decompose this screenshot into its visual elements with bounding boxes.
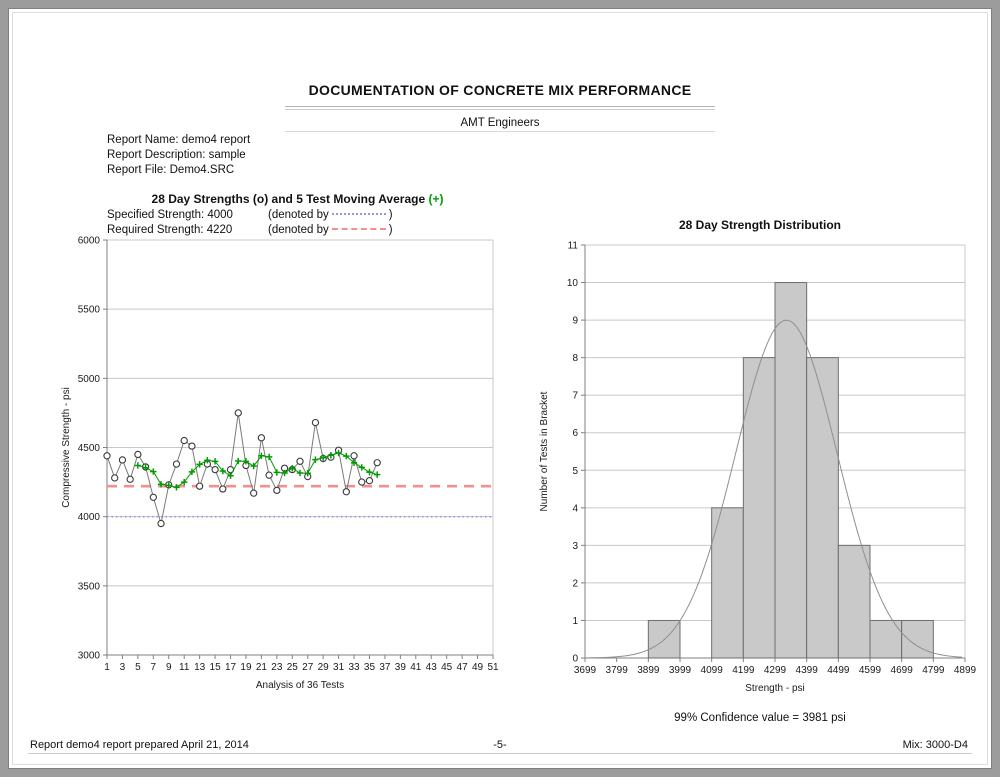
x-tick-label: 13 (194, 662, 206, 673)
organization-divider (285, 131, 715, 132)
report-description-line: Report Description: sample (107, 149, 246, 161)
moving-average-point (235, 458, 241, 464)
strength-point (251, 490, 257, 496)
y-tick-label: 5000 (77, 373, 100, 385)
x-tick-label: 19 (240, 662, 252, 673)
y-tick-label: 10 (566, 278, 578, 290)
x-tick-label: 4099 (700, 665, 723, 676)
histogram-bar (838, 545, 870, 658)
y-tick-label: 4 (572, 503, 578, 515)
y-axis-title: Compressive Strength - psi (61, 387, 72, 508)
y-tick-label: 11 (567, 240, 578, 252)
x-tick-label: 35 (363, 662, 376, 673)
dashed-line-sample (332, 228, 386, 231)
strength-point (212, 467, 218, 473)
histogram-bar (807, 358, 839, 658)
strength-point (181, 437, 187, 443)
strength-distribution-chart (535, 235, 990, 705)
moving-average-point (359, 464, 365, 470)
x-tick-label: 27 (302, 662, 314, 673)
report-file-line: Report File: Demo4.SRC (107, 164, 235, 176)
x-tick-label: 23 (271, 662, 283, 673)
strength-point (258, 435, 264, 441)
y-tick-label: 6 (572, 428, 578, 440)
x-tick-label: 47 (456, 662, 468, 673)
strength-point (220, 486, 226, 492)
y-tick-label: 4000 (77, 512, 100, 524)
footer-mix-id: Mix: 3000-D4 (902, 739, 968, 751)
x-tick-label: 4499 (827, 665, 850, 676)
title-divider (285, 106, 715, 110)
x-tick-label: 43 (425, 662, 437, 673)
y-tick-label: 5500 (77, 304, 100, 316)
y-tick-label: 7 (572, 390, 578, 402)
moving-average-point (266, 454, 272, 460)
y-tick-label: 0 (572, 653, 578, 665)
strength-point (135, 451, 141, 457)
denoted-prefix: (denoted by (268, 224, 329, 236)
x-tick-label: 3799 (605, 665, 628, 676)
x-tick-label: 1 (104, 662, 110, 673)
strength-point (274, 487, 280, 493)
moving-average-point (374, 471, 380, 477)
confidence-note: 99% Confidence value = 3981 psi (674, 712, 846, 724)
strength-point (312, 420, 318, 426)
moving-average-point (150, 468, 156, 474)
x-tick-label: 5 (135, 662, 141, 673)
strength-chart-title-plus: (+) (428, 192, 444, 206)
y-tick-label: 8 (572, 353, 578, 365)
x-tick-label: 49 (471, 662, 484, 673)
strength-point (150, 494, 156, 500)
x-tick-label: 33 (348, 662, 360, 673)
strength-point (359, 479, 365, 485)
x-tick-label: 17 (224, 662, 237, 673)
y-axis-title: Number of Tests in Bracket (539, 391, 550, 512)
page-title: DOCUMENTATION OF CONCRETE MIX PERFORMANCE (308, 82, 692, 98)
x-tick-label: 31 (333, 662, 345, 673)
histogram-bar (775, 283, 807, 658)
strength-point (266, 472, 272, 478)
strength-point (235, 410, 241, 416)
x-tick-label: 4299 (763, 665, 787, 676)
strength-point (173, 461, 179, 467)
x-tick-label: 3 (119, 662, 126, 673)
y-tick-label: 9 (572, 315, 578, 327)
strength-control-chart (55, 233, 505, 703)
required-strength-label: Required Strength: 4220 (107, 224, 233, 236)
y-tick-label: 3500 (77, 581, 100, 593)
x-tick-label: 4699 (890, 665, 913, 676)
moving-average-point (227, 473, 233, 479)
strength-point (366, 478, 372, 484)
strength-point (158, 520, 164, 526)
strength-point (127, 476, 133, 482)
denoted-suffix: ) (388, 224, 393, 236)
strength-point (112, 475, 118, 481)
strength-point (374, 460, 380, 466)
x-tick-label: 4199 (732, 665, 755, 676)
x-tick-label: 29 (317, 662, 329, 673)
strength-point (119, 457, 125, 463)
strength-point (297, 458, 303, 464)
x-tick-label: 4899 (953, 665, 977, 676)
organization-name: AMT Engineers (460, 117, 540, 129)
x-tick-label: 3899 (637, 665, 660, 676)
report-info-block (107, 133, 250, 178)
x-tick-label: 21 (255, 662, 267, 673)
strength-point (343, 489, 349, 495)
strength-point (189, 443, 195, 449)
strength-chart-title (85, 192, 510, 206)
dotted-line-sample (332, 213, 386, 216)
moving-average-point (297, 470, 303, 476)
y-tick-label: 5 (572, 465, 578, 477)
strength-chart-title-main: 28 Day Strengths (o) and 5 Test Moving Average (151, 192, 429, 206)
x-tick-label: 11 (179, 662, 190, 673)
denoted-suffix: ) (388, 209, 393, 221)
denoted-prefix: (denoted by (268, 209, 329, 221)
x-tick-label: 41 (410, 662, 422, 673)
y-tick-label: 2 (572, 578, 578, 590)
x-axis-title: Analysis of 36 Tests (255, 680, 345, 691)
x-tick-label: 51 (487, 662, 499, 673)
report-name-line: Report Name: demo4 report (107, 134, 251, 146)
x-tick-label: 37 (379, 662, 391, 673)
x-tick-label: 4599 (858, 665, 882, 676)
x-tick-label: 7 (150, 662, 157, 673)
x-tick-label: 25 (286, 662, 298, 673)
histogram-bar (902, 620, 934, 658)
strength-point (104, 453, 110, 459)
x-tick-label: 45 (441, 662, 453, 673)
x-axis-title: Strength - psi (745, 683, 805, 694)
specified-strength-label: Specified Strength: 4000 (107, 209, 233, 221)
strength-point (197, 483, 203, 489)
x-tick-label: 39 (394, 662, 406, 673)
legend-specified-strength (107, 209, 393, 224)
strength-point (351, 453, 357, 459)
moving-average-point (274, 469, 280, 475)
footer-divider (28, 753, 972, 754)
y-tick-label: 3000 (77, 650, 100, 662)
distribution-chart-title: 28 Day Strength Distribution (678, 218, 842, 232)
histogram-bar (712, 508, 744, 658)
x-tick-label: 4399 (795, 665, 818, 676)
x-tick-label: 3999 (668, 665, 692, 676)
x-tick-label: 15 (209, 662, 221, 673)
x-tick-label: 3699 (573, 665, 597, 676)
footer-report-line: Report demo4 report prepared April 21, 2014 (30, 739, 249, 751)
x-tick-label: 4799 (922, 665, 945, 676)
moving-average-point (312, 456, 318, 462)
y-tick-label: 4500 (77, 443, 100, 454)
y-tick-label: 6000 (77, 235, 100, 247)
y-tick-label: 1 (572, 615, 578, 627)
footer-page-number: -5- (493, 739, 507, 751)
x-tick-label: 9 (165, 662, 172, 673)
y-tick-label: 3 (572, 540, 578, 552)
